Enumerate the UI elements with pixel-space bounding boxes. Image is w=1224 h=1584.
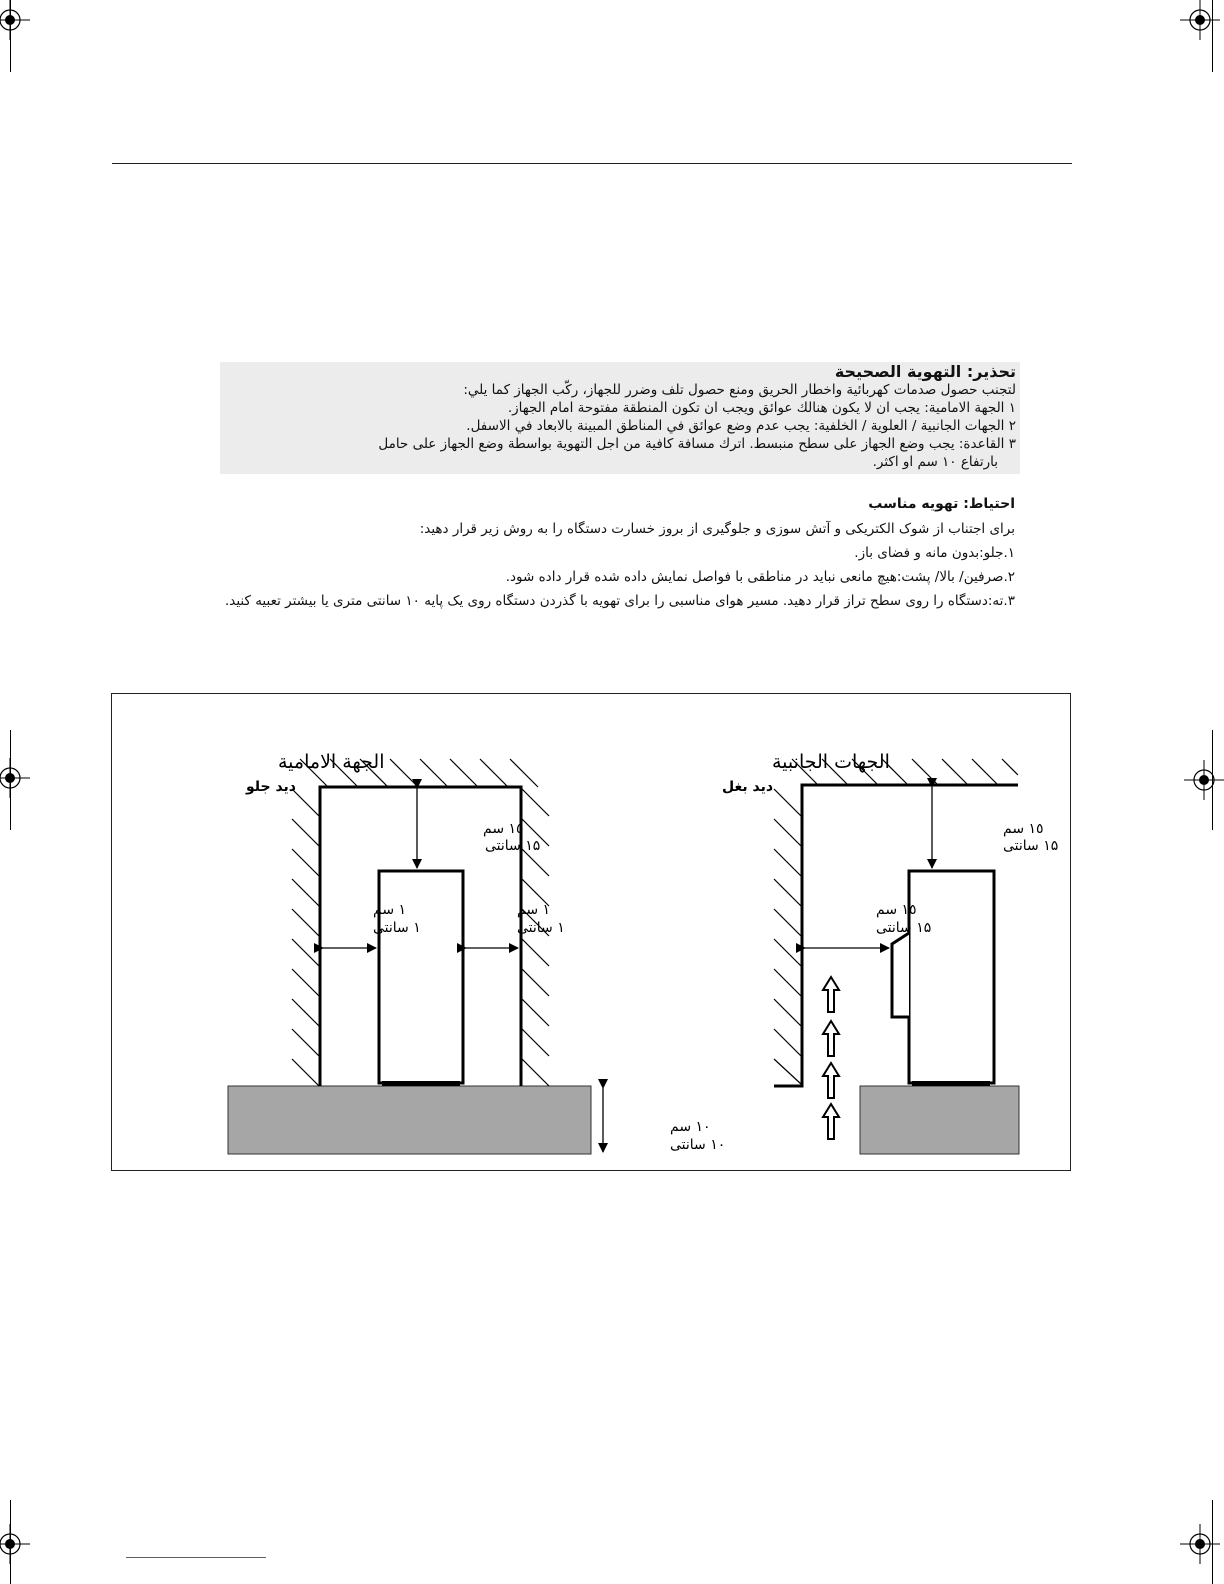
side-back-label-ar: ١٥ سم [876,902,917,918]
airflow-arrow-icon [823,1021,839,1056]
crop-line-left-bottom [10,1500,11,1584]
registration-mark-mid-right [1184,760,1224,800]
ventilation-diagram [111,693,1071,1171]
front-right-label-fa: ۱ سانتی [517,920,565,936]
front-right-hatch [522,789,549,1086]
side-title-ar: الجهات الجانبية [772,751,890,773]
caution-line: برای اجتناب از شوک الکتریکی و آتش سوزی و جلوگیری از بروز خسارت دستگاه را به روش زیر قرار دهید: [419,521,1015,537]
registration-mark-top-right [1180,0,1220,40]
crop-line-left-mid [10,730,11,830]
side-top-label-ar: ١٥ سم [1003,821,1044,837]
side-appliance [909,871,994,1083]
side-base [860,1086,1019,1154]
front-base [228,1086,591,1154]
warning-line: بارتفاع ١٠ سم او اكثر. [872,454,998,470]
registration-mark-bottom-left [0,1524,30,1564]
warning-line: ٢ الجهات الجانبية / العلوية / الخلفية: يجب عدم وضع عوائق في المناطق المبينة بالابعاد في الاسفل. [466,418,1016,434]
side-left-hatch [774,789,801,1084]
front-left-label-fa: ۱ سانتی [373,920,421,936]
diagram-svg [112,694,1070,1170]
caution-line: ۲.صرفین/ بالا/ پشت:هیچ مانعی نباید در مناطقی با فواصل نمایش داده شده قرار داده شود. [505,569,1015,585]
arabic-warning-block [220,362,1020,474]
side-title-fa: دید بغل [722,779,774,795]
crop-line-right-top [1212,0,1213,72]
front-left-hatch [292,789,319,1086]
registration-mark-top-left [0,0,30,40]
front-base-label-fa: ۱۰ سانتی [670,1137,726,1153]
front-title-ar: الجهة الامامية [278,751,385,773]
side-appliance-vent [892,933,909,1017]
caution-line: ۳.ته:دستگاه را روی سطح تراز قرار دهید. مسیر هوای مناسبی را برای تهویه با گذردن دستگاه روی یک پایه ۱۰ سانتی متری یا بیشتر تعبیه کنید. [224,593,1015,609]
footer-link-line [126,1557,266,1558]
front-top-label-ar: ١٥ سم [483,821,524,837]
airflow-arrow-icon [823,1104,839,1139]
crop-line-left-top [10,0,11,72]
registration-mark-mid-left [0,758,30,798]
registration-mark-bottom-right [1180,1524,1220,1564]
airflow-arrow-icon [823,977,839,1012]
warning-line: ٣ القاعدة: يجب وضع الجهاز على سطح منبسط. اترك مسافة كافية من اجل التهوية بواسطة وضع الجهاز على حامل [378,436,1016,452]
crop-line-right-mid [1212,730,1213,830]
airflow-arrows [823,977,839,1139]
side-appliance-feet [912,1081,990,1086]
caution-title: احتياط: تهويه مناسب [868,496,1015,512]
front-top-label-fa: ۱۵ سانتی [485,838,541,854]
warning-line: ١ الجهة الامامية: يجب ان لا يكون هنالك عوائق ويجب ان تكون المنطقة مفتوحة امام الجهاز. [507,400,1016,416]
caution-line: ۱.جلو:بدون مانه و فضای باز. [854,545,1015,561]
front-view [228,751,725,1154]
side-view [722,751,1058,1154]
airflow-arrow-icon [823,1063,839,1098]
front-right-label-ar: ١ سم [517,902,551,918]
front-left-label-ar: ١ سم [373,902,407,918]
crop-line-right-bottom [1212,1500,1213,1584]
warning-title: تحذير: التهوية الصحيحة [834,362,1016,381]
header-rule [112,163,1072,164]
side-back-label-fa: ۱۵ سانتی [876,920,932,936]
front-base-label-ar: ١٠ سم [670,1119,711,1135]
warning-line: لتجنب حصول صدمات كهربائية واخطار الحريق ومنع حصول تلف وضرر للجهاز، ركّب الجهاز كما يلي: [463,382,1016,398]
front-title-fa: دید جلو [246,779,296,795]
front-appliance-feet [382,1081,460,1086]
side-top-label-fa: ۱۵ سانتی [1003,838,1059,854]
